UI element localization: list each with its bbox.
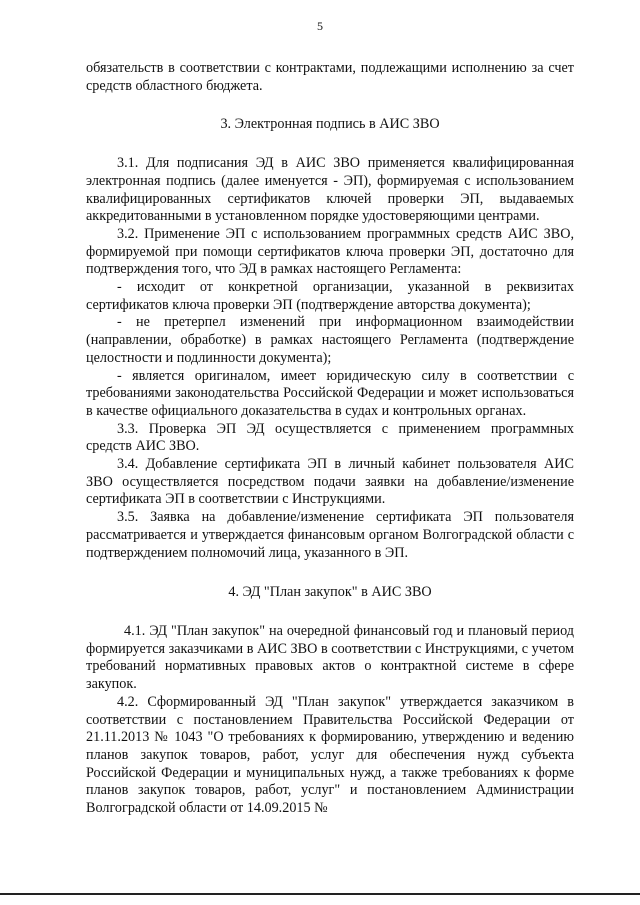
intro-paragraph: обязательств в соответствии с контрактами, подлежащими исполнению за счет средств областного бюджета. xyxy=(86,60,574,94)
bullet-original: - является оригиналом, имеет юридическую силу в соответствии с требованиями законодательства Российской Федерации и может использоваться в качестве официального доказательства в судах и контрольных органах. xyxy=(86,367,574,419)
section-4-heading: 4. ЭД "План закупок" в АИС ЗВО xyxy=(228,584,432,601)
document-body xyxy=(86,60,574,818)
bullet-authorship: - исходит от конкретной организации, указанной в реквизитах сертификатов ключа проверки ЭП (подтверждение авторства документа); xyxy=(86,279,574,313)
section-3-heading: 3. Электронная подпись в АИС ЗВО xyxy=(220,116,440,133)
bullet-integrity: - не претерпел изменений при информационном взаимодействии (направлении, обработке) в рамках настоящего Регламента (подтверждение целостности и подлинности документа); xyxy=(86,314,574,366)
paragraph-3-1: 3.1. Для подписания ЭД в АИС ЗВО применяется квалифицированная электронная подпись (далее именуется - ЭП), формируемая с использованием квалифицированных сертификатов ключей проверки ЭП, выдаваемых аккредитованными в установленном порядке удостоверяющими центрами. xyxy=(86,155,574,225)
page-bottom-border xyxy=(0,893,640,895)
paragraph-4-1: 4.1. ЭД "План закупок" на очередной финансовый год и плановый период формируется заказчиками в АИС ЗВО в соответствии с Инструкциями, с учетом требований нормативных правовых актов о контрактной системе в сфере закупок. xyxy=(86,622,574,693)
paragraph-3-5: 3.5. Заявка на добавление/изменение сертификата ЭП пользователя рассматривается и утверждается финансовым органом Волгоградской области с подтверждением полномочий лица, указанного в ЭП. xyxy=(86,509,574,561)
page-number: 5 xyxy=(317,19,323,33)
paragraph-4-2: 4.2. Сформированный ЭД "План закупок" утверждается заказчиком в соответствии с постановлением Правительства Российской Федерации от 21.11.2013 № 1043 "О требованиях к формированию, утверждению и ведению планов закупок товаров, работ, услуг для обеспечения нужд субъекта Российской Федерации и муниципальных нужд, а также требованиях к форме планов закупок товаров, работ, услуг" и постановлением Администрации Волгоградской области от 14.09.2015 № xyxy=(86,693,574,817)
paragraph-3-3: 3.3. Проверка ЭП ЭД осуществляется с применением программных средств АИС ЗВО. xyxy=(86,420,574,455)
paragraph-3-4: 3.4. Добавление сертификата ЭП в личный кабинет пользователя АИС ЗВО осуществляется посредством подачи заявки на добавление/изменение сертификата ЭП в соответствии с Инструкциями. xyxy=(86,456,574,508)
paragraph-3-2: 3.2. Применение ЭП с использованием программных средств АИС ЗВО, формируемой при помощи сертификатов ключа проверки ЭП, достаточно для подтверждения того, что ЭД в рамках настоящего Регламента: xyxy=(86,225,574,278)
